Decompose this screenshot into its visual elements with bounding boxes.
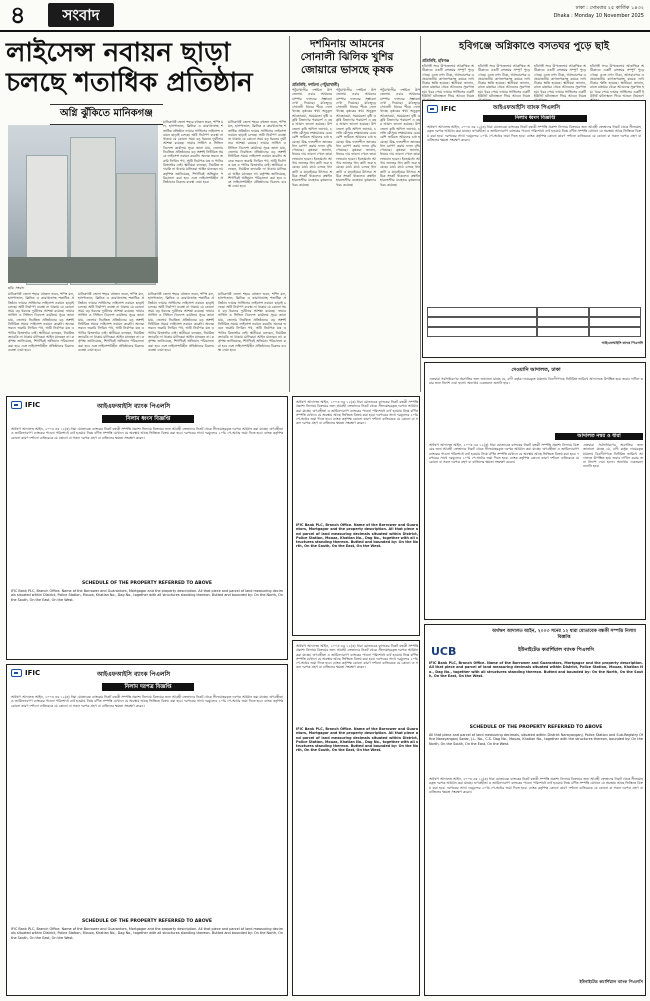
story-2-dateline: প্রতিনিধি, দশমিনা (পটুয়াখালী) xyxy=(292,82,340,87)
story-3-dateline: প্রতিনিধি, হবিগঞ্জ xyxy=(422,58,450,63)
story-2-headline xyxy=(292,38,402,77)
story-2-headline-line-3: জোয়ারে ভাসছে কৃষক xyxy=(300,64,394,76)
masthead-date-en: Dhaka : Monday 10 November 2025 xyxy=(553,13,644,19)
story-3-col-3: হবিগঞ্জ সদর উপজেলায় আকস্মিক অগ্নিকাণ্ডে একটি বসতঘর সম্পূর্ণ পুড়ে গেছে। এতে নগদ টাকা, আসবাবপত্র ও প্রয়োজনীয় কাগজপত্রসহ কয়েক লাখ টাকার ক্ষতি হয়েছে। স্থানীয়রা জানান, রাতে রান্নাঘর থেকে আগুনের সূত্রপাত হয়। খবর পেয়ে ফায়ার সার্ভিসের একটি ইউনিট ঘটনাস্থলে গিয়ে আগুন নিয়ন্ত্র xyxy=(534,64,586,99)
lead-body-col-4: মানিকগঞ্জ জেলা শহরে বহুতল ভবন, শপিং মল, হাসপাতাল, ক্লিনিক ও কারখানাসহ শতাধিক প্রতিষ্ঠান ফায়ার সার্ভিসের লাইসেন্স নবায়ন ছাড়াই চলছে। অগ্নি নির্বাপণ ব্যবস্থা না থাকায় যে কোনো সময় বড় ধরনের দুর্ঘটনার আশঙ্কা রয়েছে। ফায়ার সার্ভিস ও সিভিল ডিফেন্স কার্যালয় সূত্রে জানা যায়, জেলায় নিবন্ধিত প্রতিষ্ঠানের বড় অংশই নির্ধারিত সময়ে লাইসেন্স নবায়ন করেনি। অনেক ভবনে জরুরি নির্গমন পথ, অগ্নি নির্বাপক যন্ত্র ও পানির রিজার্ভার নেই। স্থানীয়রা বলছেন, নিয়মিত তদারকি না থাকায় মালিকরা আইন মানছেন না। কর্তৃপক্ষ জানিয়েছে, শিগগিরই অভিযান পরিচালনা করা হবে এবং লাইসেন্সবিহীন প্রতিষ্ঠানের বিরুদ্ধে ব্যবস্থা নেয়া হবে। xyxy=(78,292,144,352)
ific-middle-body-en: IFIC Bank PLC, Branch Office. Name of the Borrower and Guarantors, Mortgagor and the property description. All that piece and parcel of land measuring decimals situated within District, Police Station, Mouza, Khatian No., Dag No., together with all structures standing thereon. Butted and bounded by: On the North, On the South, On the East, On the West. xyxy=(296,523,418,549)
ific-notice-title: নিলাম ধ্বংস বিজ্ঞপ্তি xyxy=(102,415,194,423)
story-2-col-1: পটুয়াখালীর দশমিনা উপজেলায় এবার আমনের বাম্পার ফলনের সম্ভাবনা দেখা দিয়েছে। মাঠজুড়ে সোনালী ধানের শীষে দোল খাচ্ছে কৃষকের স্বপ্ন। অনুকূল আবহাওয়া, সময়মতো বৃষ্টি ও কৃষি বিভাগের পরামর্শে এ বছর আবাদ ভালো হয়েছে। উপজেলা কৃষি অফিস জানায়, চলতি মৌসুমে লক্ষ্যমাত্রার চেয়ে বেশি জমিতে আমনের চাষ হয়েছে। উচ্চ ফলনশীল জাতের ধান রোপণ করায় ফলন বৃদ্ধি পেয়েছে। কৃষকরা জানান, ধানের দাম ভালো পেলে তারা লাভবান হবেন। ইতোমধ্যে আগাম জাতের ধান কাটা শুরু হয়েছে। মাঠে মাঠে চলছে ধান কাটা ও মাড়াইয়ের উৎসব। শ্রমিক সংকট থাকলেও কম্বাইন হারভেস্টার ব্যবহারে কৃষকদের খরচ কমেছে। xyxy=(292,88,333,187)
masthead xyxy=(0,0,650,36)
court-notice-title: আদালত নম্বর ও ধারা xyxy=(555,433,643,440)
lead-body-col-2: মানিকগঞ্জ জেলা শহরে বহুতল ভবন, শপিং মল, হাসপাতাল, ক্লিনিক ও কারখানাসহ শতাধিক প্রতিষ্ঠান ফায়ার সার্ভিসের লাইসেন্স নবায়ন ছাড়াই চলছে। অগ্নি নির্বাপণ ব্যবস্থা না থাকায় যে কোনো সময় বড় ধরনের দুর্ঘটনার আশঙ্কা রয়েছে। ফায়ার সার্ভিস ও সিভিল ডিফেন্স কার্যালয় সূত্রে জানা যায়, জেলায় নিবন্ধিত প্রতিষ্ঠানের বড় অংশই নির্ধারিত সময়ে লাইসেন্স নবায়ন করেনি। অনেক ভবনে জরুরি নির্গমন পথ, অগ্নি নির্বাপক যন্ত্র ও পানির রিজার্ভার নেই। স্থানীয়রা বলছেন, নিয়মিত তদারকি না থাকায় মালিকরা আইন মানছেন না। কর্তৃপক্ষ জানিয়েছে, শিগগিরই অভিযান পরিচালনা করা হবে এবং লাইসেন্সবিহীন প্রতিষ্ঠানের বিরুদ্ধে ব্যবস্থা নেয়া হবে। xyxy=(228,120,286,189)
ific-notice-body: অর্থঋণ আদালত আইন, ২০০৩ এর ১২(৩) ধারা মোতাবেক ব্যাংকের নিকট বন্ধকী সম্পত্তি প্রকাশ্য নিলামে বিক্রয়ের জন্য আগ্রহী ক্রেতাদের নিকট থেকে সীলমোহরকৃত দরপত্র আহ্বান করা যাচ্ছে। ঋণগ্রহীতা ও জামিনদারগণ ব্যাংকের পাওনা পরিশোধে ব্যর্থ হওয়ায় নিম্নে বর্ণিত সম্পত্তি যেখানে যে অবস্থায় আছে ভিত্তিতে বিক্রয় করা হবে। দরপত্রের সাথে দরমূল্যের ২০% পে-অর্ডার জমা দিতে হবে। ব্যাংক কর্তৃপক্ষ কোনো কারণ দর্শানো ব্যতিরেকে যে কোনো বা সকল দরপত্র গ্রহণ বা বাতিলের ক্ষমতা সংরক্ষণ করেন। xyxy=(427,125,641,142)
ucb-notice-body: IFIC Bank PLC, Branch Office. Name of the Borrower and Guarantors, Mortgagor and the property description. All that piece and parcel of land measuring decimals situated within District, Police Station, Mouza, Khatian No., Dag No., together with all structures standing thereon. Butted and bounded by: On the North, On the South, On the East, On the West. xyxy=(429,661,643,678)
story-3-col-2: হবিগঞ্জ সদর উপজেলায় আকস্মিক অগ্নিকাণ্ডে একটি বসতঘর সম্পূর্ণ পুড়ে গেছে। এতে নগদ টাকা, আসবাবপত্র ও প্রয়োজনীয় কাগজপত্রসহ কয়েক লাখ টাকার ক্ষতি হয়েছে। স্থানীয়রা জানান, রাতে রান্নাঘর থেকে আগুনের সূত্রপাত হয়। খবর পেয়ে ফায়ার সার্ভিসের একটি ইউনিট ঘটনাস্থলে গিয়ে আগুন নিয়ন্ত্র xyxy=(478,64,530,99)
ucb-terms-body: অর্থঋণ আদালত আইন, ২০০৩ এর ১২(৩) ধারা মোতাবেক ব্যাংকের নিকট বন্ধকী সম্পত্তি প্রকাশ্য নিলামে বিক্রয়ের জন্য আগ্রহী ক্রেতাদের নিকট থেকে সীলমোহরকৃত দরপত্র আহ্বান করা যাচ্ছে। ঋণগ্রহীতা ও জামিনদারগণ ব্যাংকের পাওনা পরিশোধে ব্যর্থ হওয়ায় নিম্নে বর্ণিত সম্পত্তি যেখানে যে অবস্থায় আছে ভিত্তিতে বিক্রয় করা হবে। দরপত্রের সাথে দরমূল্যের ২০% পে-অর্ডার জমা দিতে হবে। ব্যাংক কর্তৃপক্ষ কোনো কারণ দর্শানো ব্যতিরেকে যে কোনো বা সকল দরপত্র গ্রহণ বা বাতিলের ক্ষমতা সংরক্ষণ করেন। xyxy=(429,777,643,794)
lead-headline xyxy=(6,38,284,98)
masthead-logo: সংবাদ xyxy=(48,3,114,27)
lead-photo-caption: ছবি: সংবাদ xyxy=(8,286,25,290)
ific-schedule-title: SCHEDULE OF THE PROPERTY REFERRED TO ABOVE xyxy=(82,581,212,586)
ucb-schedule-body: All that piece and parcel of land measuring decimals, situated within District Narayanganj, Police Station and Sub-Registry Office Narayanganj Sadar, J.L. No., C.S. Dag No., Mouza, Khatian No., together with the structures thereon, bounded by: On the North, On the South, On the East, On the West. xyxy=(429,733,643,746)
story-3-col-1: হবিগঞ্জ সদর উপজেলায় আকস্মিক অগ্নিকাণ্ডে একটি বসতঘর সম্পূর্ণ পুড়ে গেছে। এতে নগদ টাকা, আসবাবপত্র ও প্রয়োজনীয় কাগজপত্রসহ কয়েক লাখ টাকার ক্ষতি হয়েছে। স্থানীয়রা জানান, রাতে রান্নাঘর থেকে আগুনের সূত্রপাত হয়। খবর পেয়ে ফায়ার সার্ভিসের একটি ইউনিট ঘটনাস্থলে গিয়ে আগুন নিয়ন্ত্র xyxy=(422,64,474,99)
ific-middle-body: অর্থঋণ আদালত আইন, ২০০৩ এর ১২(৩) ধারা মোতাবেক ব্যাংকের নিকট বন্ধকী সম্পত্তি প্রকাশ্য নিলামে বিক্রয়ের জন্য আগ্রহী ক্রেতাদের নিকট থেকে সীলমোহরকৃত দরপত্র আহ্বান করা যাচ্ছে। ঋণগ্রহীতা ও জামিনদারগণ ব্যাংকের পাওনা পরিশোধে ব্যর্থ হওয়ায় নিম্নে বর্ণিত সম্পত্তি যেখানে যে অবস্থায় আছে ভিত্তিতে বিক্রয় করা হবে। দরপত্রের সাথে দরমূল্যের ২০% পে-অর্ডার জমা দিতে হবে। ব্যাংক কর্তৃপক্ষ কোনো কারণ দর্শানো ব্যতিরেকে যে কোনো বা সকল দরপত্র গ্রহণ বা বাতিলের ক্ষমতা সংরক্ষণ করেন। xyxy=(296,400,418,426)
ific-middle-body: অর্থঋণ আদালত আইন, ২০০৩ এর ১২(৩) ধারা মোতাবেক ব্যাংকের নিকট বন্ধকী সম্পত্তি প্রকাশ্য নিলামে বিক্রয়ের জন্য আগ্রহী ক্রেতাদের নিকট থেকে সীলমোহরকৃত দরপত্র আহ্বান করা যাচ্ছে। ঋণগ্রহীতা ও জামিনদারগণ ব্যাংকের পাওনা পরিশোধে ব্যর্থ হওয়ায় নিম্নে বর্ণিত সম্পত্তি যেখানে যে অবস্থায় আছে ভিত্তিতে বিক্রয় করা হবে। দরপত্রের সাথে দরমূল্যের ২০% পে-অর্ডার জমা দিতে হবে। ব্যাংক কর্তৃপক্ষ কোনো কারণ দর্শানো ব্যতিরেকে যে কোনো বা সকল দরপত্র গ্রহণ বা বাতিলের ক্ষমতা সংরক্ষণ করেন। xyxy=(296,644,418,670)
column-rule xyxy=(289,36,290,392)
ific-ad-top-right xyxy=(422,100,646,358)
ific-notice-table xyxy=(427,307,641,337)
story-2-col-2: পটুয়াখালীর দশমিনা উপজেলায় এবার আমনের বাম্পার ফলনের সম্ভাবনা দেখা দিয়েছে। মাঠজুড়ে সোনালী ধানের শীষে দোল খাচ্ছে কৃষকের স্বপ্ন। অনুকূল আবহাওয়া, সময়মতো বৃষ্টি ও কৃষি বিভাগের পরামর্শে এ বছর আবাদ ভালো হয়েছে। উপজেলা কৃষি অফিস জানায়, চলতি মৌসুমে লক্ষ্যমাত্রার চেয়ে বেশি জমিতে আমনের চাষ হয়েছে। উচ্চ ফলনশীল জাতের ধান রোপণ করায় ফলন বৃদ্ধি পেয়েছে। কৃষকরা জানান, ধানের দাম ভালো পেলে তারা লাভবান হবেন। ইতোমধ্যে আগাম জাতের ধান কাটা শুরু হয়েছে। মাঠে মাঠে চলছে ধান কাটা ও মাড়াইয়ের উৎসব। শ্রমিক সংকট থাকলেও কম্বাইন হারভেস্টার ব্যবহারে কৃষকদের খরচ কমেছে। xyxy=(336,88,377,187)
ucb-notice-header: অর্থঋণ আদালত আইন, ২০০৩ সনের ১২ ধারা মোতাবেক বন্ধকী সম্পত্তি নিলাম বিজ্ঞপ্তি xyxy=(492,629,636,640)
lead-photo xyxy=(8,125,158,283)
ific-ad-middle-2 xyxy=(292,640,420,996)
lead-body-col-5: মানিকগঞ্জ জেলা শহরে বহুতল ভবন, শপিং মল, হাসপাতাল, ক্লিনিক ও কারখানাসহ শতাধিক প্রতিষ্ঠান ফায়ার সার্ভিসের লাইসেন্স নবায়ন ছাড়াই চলছে। অগ্নি নির্বাপণ ব্যবস্থা না থাকায় যে কোনো সময় বড় ধরনের দুর্ঘটনার আশঙ্কা রয়েছে। ফায়ার সার্ভিস ও সিভিল ডিফেন্স কার্যালয় সূত্রে জানা যায়, জেলায় নিবন্ধিত প্রতিষ্ঠানের বড় অংশই নির্ধারিত সময়ে লাইসেন্স নবায়ন করেনি। অনেক ভবনে জরুরি নির্গমন পথ, অগ্নি নির্বাপক যন্ত্র ও পানির রিজার্ভার নেই। স্থানীয়রা বলছেন, নিয়মিত তদারকি না থাকায় মালিকরা আইন মানছেন না। কর্তৃপক্ষ জানিয়েছে, শিগগিরই অভিযান পরিচালনা করা হবে এবং লাইসেন্সবিহীন প্রতিষ্ঠানের বিরুদ্ধে ব্যবস্থা নেয়া হবে। xyxy=(148,292,214,352)
ific-notice-title: নিলাম দরপত্র বিজ্ঞপ্তি xyxy=(102,683,194,691)
ucb-footer: ইউনাইটেড কমার্শিয়াল ব্যাংক পিএলসি xyxy=(579,979,643,984)
ucb-ad xyxy=(424,624,646,996)
ific-logo: IFIC xyxy=(427,105,456,113)
ific-schedule-body: IFIC Bank PLC, Branch Office. Name of the Borrower and Guarantors, Mortgagor and the property description. All that piece and parcel of land measuring decimals situated within District, Police Station, Mouza, Khatian No., Dag No., together with all structures standing thereon. Butted and bounded by: On the North, On the South, On the East, On the West. xyxy=(11,927,283,940)
court-notice-list: অর্থঋণ আদালত আইন, ২০০৩ এর ১২(৩) ধারা মোতাবেক ব্যাংকের নিকট বন্ধকী সম্পত্তি প্রকাশ্য নিলামে বিক্রয়ের জন্য আগ্রহী ক্রেতাদের নিকট থেকে সীলমোহরকৃত দরপত্র আহ্বান করা যাচ্ছে। ঋণগ্রহীতা ও জামিনদারগণ ব্যাংকের পাওনা পরিশোধে ব্যর্থ হওয়ায় নিম্নে বর্ণিত সম্পত্তি যেখানে যে অবস্থায় আছে ভিত্তিতে বিক্রয় করা হবে। দরপত্রের সাথে দরমূল্যের ২০% পে-অর্ডার জমা দিতে হবে। ব্যাংক কর্তৃপক্ষ কোনো কারণ দর্শানো ব্যতিরেকে যে কোনো বা সকল দরপত্র গ্রহণ বা বাতিলের ক্ষমতা সংরক্ষণ করেন। xyxy=(429,443,579,465)
lead-headline-line-2: চলছে শতাধিক প্রতিষ্ঠান xyxy=(6,68,253,98)
story-3-col-4: হবিগঞ্জ সদর উপজেলায় আকস্মিক অগ্নিকাণ্ডে একটি বসতঘর সম্পূর্ণ পুড়ে গেছে। এতে নগদ টাকা, আসবাবপত্র ও প্রয়োজনীয় কাগজপত্রসহ কয়েক লাখ টাকার ক্ষতি হয়েছে। স্থানীয়রা জানান, রাতে রান্নাঘর থেকে আগুনের সূত্রপাত হয়। খবর পেয়ে ফায়ার সার্ভিসের একটি ইউনিট ঘটনাস্থলে গিয়ে আগুন নিয়ন্ত্রণে xyxy=(590,64,644,99)
ific-bank-name: আইএফআইসি ব্যাংক পিএলসি xyxy=(97,671,171,678)
ific-notice-footer: আইএফআইসি ব্যাংক পিএলসি xyxy=(601,341,643,345)
ific-ad-left-1 xyxy=(6,396,288,660)
ific-mark-icon xyxy=(427,105,438,113)
lead-body-col-3: মানিকগঞ্জ জেলা শহরে বহুতল ভবন, শপিং মল, হাসপাতাল, ক্লিনিক ও কারখানাসহ শতাধিক প্রতিষ্ঠান ফায়ার সার্ভিসের লাইসেন্স নবায়ন ছাড়াই চলছে। অগ্নি নির্বাপণ ব্যবস্থা না থাকায় যে কোনো সময় বড় ধরনের দুর্ঘটনার আশঙ্কা রয়েছে। ফায়ার সার্ভিস ও সিভিল ডিফেন্স কার্যালয় সূত্রে জানা যায়, জেলায় নিবন্ধিত প্রতিষ্ঠানের বড় অংশই নির্ধারিত সময়ে লাইসেন্স নবায়ন করেনি। অনেক ভবনে জরুরি নির্গমন পথ, অগ্নি নির্বাপক যন্ত্র ও পানির রিজার্ভার নেই। স্থানীয়রা বলছেন, নিয়মিত তদারকি না থাকায় মালিকরা আইন মানছেন না। কর্তৃপক্ষ জানিয়েছে, শিগগিরই অভিযান পরিচালনা করা হবে এবং লাইসেন্সবিহীন প্রতিষ্ঠানের বিরুদ্ধে ব্যবস্থা নেয়া হবে। xyxy=(8,292,74,352)
story-2-headline-line-2: সোনালী ঝিলিক খুশির xyxy=(300,51,394,63)
ific-logo: IFIC xyxy=(11,401,40,409)
lead-subheadline: অগ্নি ঝুঁকিতে মানিকগঞ্জ xyxy=(50,104,163,125)
ific-ad-left-2 xyxy=(6,664,288,996)
ucb-schedule-title: SCHEDULE OF THE PROPERTY REFERRED TO ABOVE xyxy=(469,725,603,730)
story-3-headline: হবিগঞ্জে অগ্নিকাণ্ডে বসতঘর পুড়ে ছাই xyxy=(458,41,610,52)
ific-schedule-body: IFIC Bank PLC, Branch Office. Name of the Borrower and Guarantors, Mortgagor and the property description. All that piece and parcel of land measuring decimals situated within District, Police Station, Mouza, Khatian No., Dag No., together with all structures standing thereon. Butted and bounded by: On the North, On the South, On the East, On the West. xyxy=(11,589,283,602)
ific-notice-body: অর্থঋণ আদালত আইন, ২০০৩ এর ১২(৩) ধারা মোতাবেক ব্যাংকের নিকট বন্ধকী সম্পত্তি প্রকাশ্য নিলামে বিক্রয়ের জন্য আগ্রহী ক্রেতাদের নিকট থেকে সীলমোহরকৃত দরপত্র আহ্বান করা যাচ্ছে। ঋণগ্রহীতা ও জামিনদারগণ ব্যাংকের পাওনা পরিশোধে ব্যর্থ হওয়ায় নিম্নে বর্ণিত সম্পত্তি যেখানে যে অবস্থায় আছে ভিত্তিতে বিক্রয় করা হবে। দরপত্রের সাথে দরমূল্যের ২০% পে-অর্ডার জমা দিতে হবে। ব্যাংক কর্তৃপক্ষ কোনো কারণ দর্শানো ব্যতিরেকে যে কোনো বা সকল দরপত্র গ্রহণ বা বাতিলের ক্ষমতা সংরক্ষণ করেন। xyxy=(11,427,283,440)
ific-ad-middle-1 xyxy=(292,396,420,636)
court-notice xyxy=(424,362,646,620)
court-notice-body: এতদ্বারা সর্বসাধারণের অবগতির জন্য জানানো যাচ্ছে যে, বাদী কর্তৃক দায়েরকৃত মামলায় বিবাদীগণকে নির্ধারিত তারিখে আদালতে উপস্থিত হয়ে জবাব দাখিল করার জন্য নির্দেশ দেয়া হলো। অন্যথায় একতরফা শুনানি হবে। xyxy=(429,377,643,386)
ific-logo: IFIC xyxy=(11,669,40,677)
story-2-col-3: পটুয়াখালীর দশমিনা উপজেলায় এবার আমনের বাম্পার ফলনের সম্ভাবনা দেখা দিয়েছে। মাঠজুড়ে সোনালী ধানের শীষে দোল খাচ্ছে কৃষকের স্বপ্ন। অনুকূল আবহাওয়া, সময়মতো বৃষ্টি ও কৃষি বিভাগের পরামর্শে এ বছর আবাদ ভালো হয়েছে। উপজেলা কৃষি অফিস জানায়, চলতি মৌসুমে লক্ষ্যমাত্রার চেয়ে বেশি জমিতে আমনের চাষ হয়েছে। উচ্চ ফলনশীল জাতের ধান রোপণ করায় ফলন বৃদ্ধি পেয়েছে। কৃষকরা জানান, ধানের দাম ভালো পেলে তারা লাভবান হবেন। ইতোমধ্যে আগাম জাতের ধান কাটা শুরু হয়েছে। মাঠে মাঠে চলছে ধান কাটা ও মাড়াইয়ের উৎসব। শ্রমিক সংকট থাকলেও কম্বাইন হারভেস্টার ব্যবহারে কৃষকদের খরচ কমেছে। xyxy=(380,88,421,187)
lead-body-col-6: মানিকগঞ্জ জেলা শহরে বহুতল ভবন, শপিং মল, হাসপাতাল, ক্লিনিক ও কারখানাসহ শতাধিক প্রতিষ্ঠান ফায়ার সার্ভিসের লাইসেন্স নবায়ন ছাড়াই চলছে। অগ্নি নির্বাপণ ব্যবস্থা না থাকায় যে কোনো সময় বড় ধরনের দুর্ঘটনার আশঙ্কা রয়েছে। ফায়ার সার্ভিস ও সিভিল ডিফেন্স কার্যালয় সূত্রে জানা যায়, জেলায় নিবন্ধিত প্রতিষ্ঠানের বড় অংশই নির্ধারিত সময়ে লাইসেন্স নবায়ন করেনি। অনেক ভবনে জরুরি নির্গমন পথ, অগ্নি নির্বাপক যন্ত্র ও পানির রিজার্ভার নেই। স্থানীয়রা বলছেন, নিয়মিত তদারকি না থাকায় মালিকরা আইন মানছেন না। কর্তৃপক্ষ জানিয়েছে, শিগগিরই অভিযান পরিচালনা করা হবে এবং লাইসেন্সবিহীন প্রতিষ্ঠানের বিরুদ্ধে ব্যবস্থা নেয়া হবে। xyxy=(218,292,287,352)
ific-schedule-title: SCHEDULE OF THE PROPERTY REFERRED TO ABOVE xyxy=(82,919,212,924)
court-notice-sub: দেওয়ানি আদালত, ঢাকা xyxy=(511,367,561,373)
ific-bank-name: আইএফআইসি ব্যাংক পিএলসি xyxy=(493,105,561,111)
lead-body-col-1: মানিকগঞ্জ জেলা শহরে বহুতল ভবন, শপিং মল, হাসপাতাল, ক্লিনিক ও কারখানাসহ শতাধিক প্রতিষ্ঠান ফায়ার সার্ভিসের লাইসেন্স নবায়ন ছাড়াই চলছে। অগ্নি নির্বাপণ ব্যবস্থা না থাকায় যে কোনো সময় বড় ধরনের দুর্ঘটনার আশঙ্কা রয়েছে। ফায়ার সার্ভিস ও সিভিল ডিফেন্স কার্যালয় সূত্রে জানা যায়, জেলায় নিবন্ধিত প্রতিষ্ঠানের বড় অংশই নির্ধারিত সময়ে লাইসেন্স নবায়ন করেনি। অনেক ভবনে জরুরি নির্গমন পথ, অগ্নি নির্বাপক যন্ত্র ও পানির রিজার্ভার নেই। স্থানীয়রা বলছেন, নিয়মিত তদারকি না থাকায় মালিকরা আইন মানছেন না। কর্তৃপক্ষ জানিয়েছে, শিগগিরই অভিযান পরিচালনা করা হবে এবং লাইসেন্সবিহীন প্রতিষ্ঠানের বিরুদ্ধে ব্যবস্থা নেয়া হবে। xyxy=(163,120,224,185)
ific-notice-body: অর্থঋণ আদালত আইন, ২০০৩ এর ১২(৩) ধারা মোতাবেক ব্যাংকের নিকট বন্ধকী সম্পত্তি প্রকাশ্য নিলামে বিক্রয়ের জন্য আগ্রহী ক্রেতাদের নিকট থেকে সীলমোহরকৃত দরপত্র আহ্বান করা যাচ্ছে। ঋণগ্রহীতা ও জামিনদারগণ ব্যাংকের পাওনা পরিশোধে ব্যর্থ হওয়ায় নিম্নে বর্ণিত সম্পত্তি যেখানে যে অবস্থায় আছে ভিত্তিতে বিক্রয় করা হবে। দরপত্রের সাথে দরমূল্যের ২০% পে-অর্ডার জমা দিতে হবে। ব্যাংক কর্তৃপক্ষ কোনো কারণ দর্শানো ব্যতিরেকে যে কোনো বা সকল দরপত্র গ্রহণ বা বাতিলের ক্ষমতা সংরক্ষণ করেন। xyxy=(11,695,283,708)
ific-notice-title: নিলাম ধ্বংস বিজ্ঞপ্তি xyxy=(483,115,587,122)
column-rule xyxy=(420,36,421,392)
ucb-bank-name: ইউনাইটেড কমার্শিয়াল ব্যাংক পিএলসি xyxy=(518,647,594,653)
story-2-headline-line-1: দশমিনায় আমনের xyxy=(309,38,385,50)
ific-bank-name: আইএফআইসি ব্যাংক পিএলসি xyxy=(97,403,171,410)
court-notice-side: এতদ্বারা সর্বসাধারণের অবগতির জন্য জানানো যাচ্ছে যে, বাদী কর্তৃক দায়েরকৃত মামলায় বিবাদীগণকে নির্ধারিত তারিখে আদালতে উপস্থিত হয়ে জবাব দাখিল করার জন্য নির্দেশ দেয়া হলো। অন্যথায় একতরফা শুনানি হবে। xyxy=(583,443,643,469)
page-number: ৪ xyxy=(10,1,26,29)
ific-mark-icon xyxy=(11,669,22,677)
ific-mark-icon xyxy=(11,401,22,409)
ific-middle-body-en: IFIC Bank PLC, Branch Office. Name of the Borrower and Guarantors, Mortgagor and the property description. All that piece and parcel of land measuring decimals situated within District, Police Station, Mouza, Khatian No., Dag No., together with all structures standing thereon. Butted and bounded by: On the North, On the South, On the East, On the West. xyxy=(296,727,418,753)
ucb-logo: UCB xyxy=(431,645,457,658)
masthead-date-bn: ঢাকা : সোমবার ২৫ কার্তিক ১৪৩২ xyxy=(575,5,644,11)
lead-headline-line-1: লাইসেন্স নবায়ন ছাড়া xyxy=(6,38,231,68)
masthead-rule xyxy=(0,30,650,32)
